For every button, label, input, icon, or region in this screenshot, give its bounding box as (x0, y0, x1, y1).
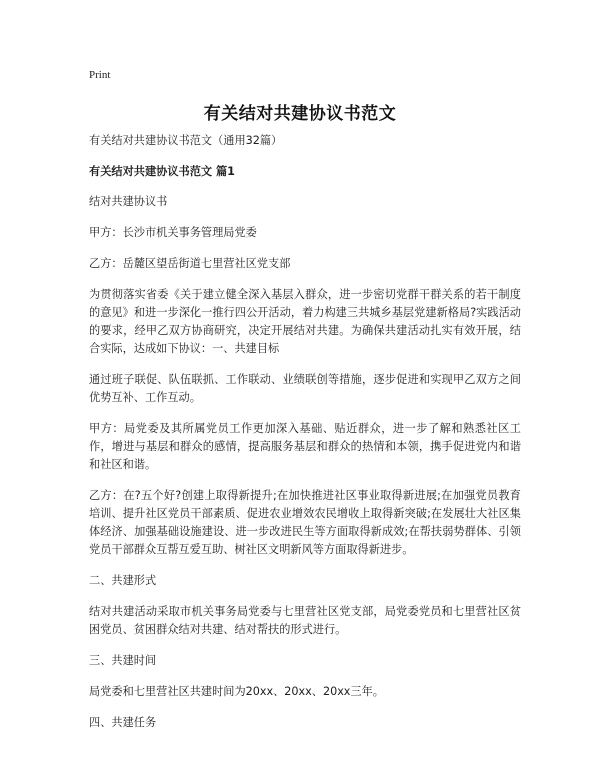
intro-paragraph: 为贯彻落实省委《关于建立健全深入基层入群众，进一步密切党群干群关系的若干制度的意见》和进一步深化一推行四公开活动，着力构建三共城乡基层党建新格局?实践活动的要求，经甲乙双方协商研究，决定开展结对共建。为确保共建活动扎实有效开展，结合实际，达成如下协议：一、共建目标 (89, 288, 521, 355)
section-heading: 有关结对共建协议书范文 篇1 (89, 165, 235, 178)
document-body (89, 132, 521, 745)
agreement-heading: 结对共建协议书 (89, 195, 168, 208)
party-a: 甲方：长沙市机关事务管理局党委 (89, 226, 257, 239)
print-label: Print (89, 69, 111, 81)
form-paragraph: 结对共建活动采取市机关事务局党委与七里营社区党支部，局党委党员和七里营社区贫困党员、贫困群众结对共建、结对帮扶的形式进行。 (89, 605, 521, 636)
goal-paragraph: 通过班子联促、队伍联抓、工作联动、业绩联创等措施，逐步促进和实现甲乙双方之间优势互补、工作互动。 (89, 373, 521, 404)
section-time-heading: 三、共建时间 (89, 654, 157, 667)
doc-subtitle: 有关结对共建协议书范文（通用32篇） (89, 134, 283, 147)
party-a-goal: 甲方：局党委及其所属党员工作更加深入基础、贴近群众，进一步了解和熟悉社区工作，增进与基层和群众的感情，提高服务基层和群众的热情和本领，携手促进党内和谐和社区和谐。 (89, 422, 521, 471)
section-form-heading: 二、共建形式 (89, 574, 157, 587)
party-b: 乙方：岳麓区望岳街道七里营社区党支部 (89, 257, 291, 270)
time-paragraph: 局党委和七里营社区共建时间为20xx、20xx、20xx三年。 (89, 685, 384, 698)
section-task-heading: 四、共建任务 (89, 716, 157, 729)
document-title: 有关结对共建协议书范文 (203, 104, 397, 124)
party-b-goal: 乙方：在?五个好?创建上取得新提升;在加快推进社区事业取得新进展;在加强党员教育培训、提升社区党员干部素质、促进农业增效农民增收上取得新突破;在发展壮大社区集体经济、加强基础设施建设、进一步改进民生等方面取得新成效;在帮扶弱势群体、引领党员干部群众互帮互爱互助、树社区文明新风等方面取得新进步。 (89, 489, 521, 556)
